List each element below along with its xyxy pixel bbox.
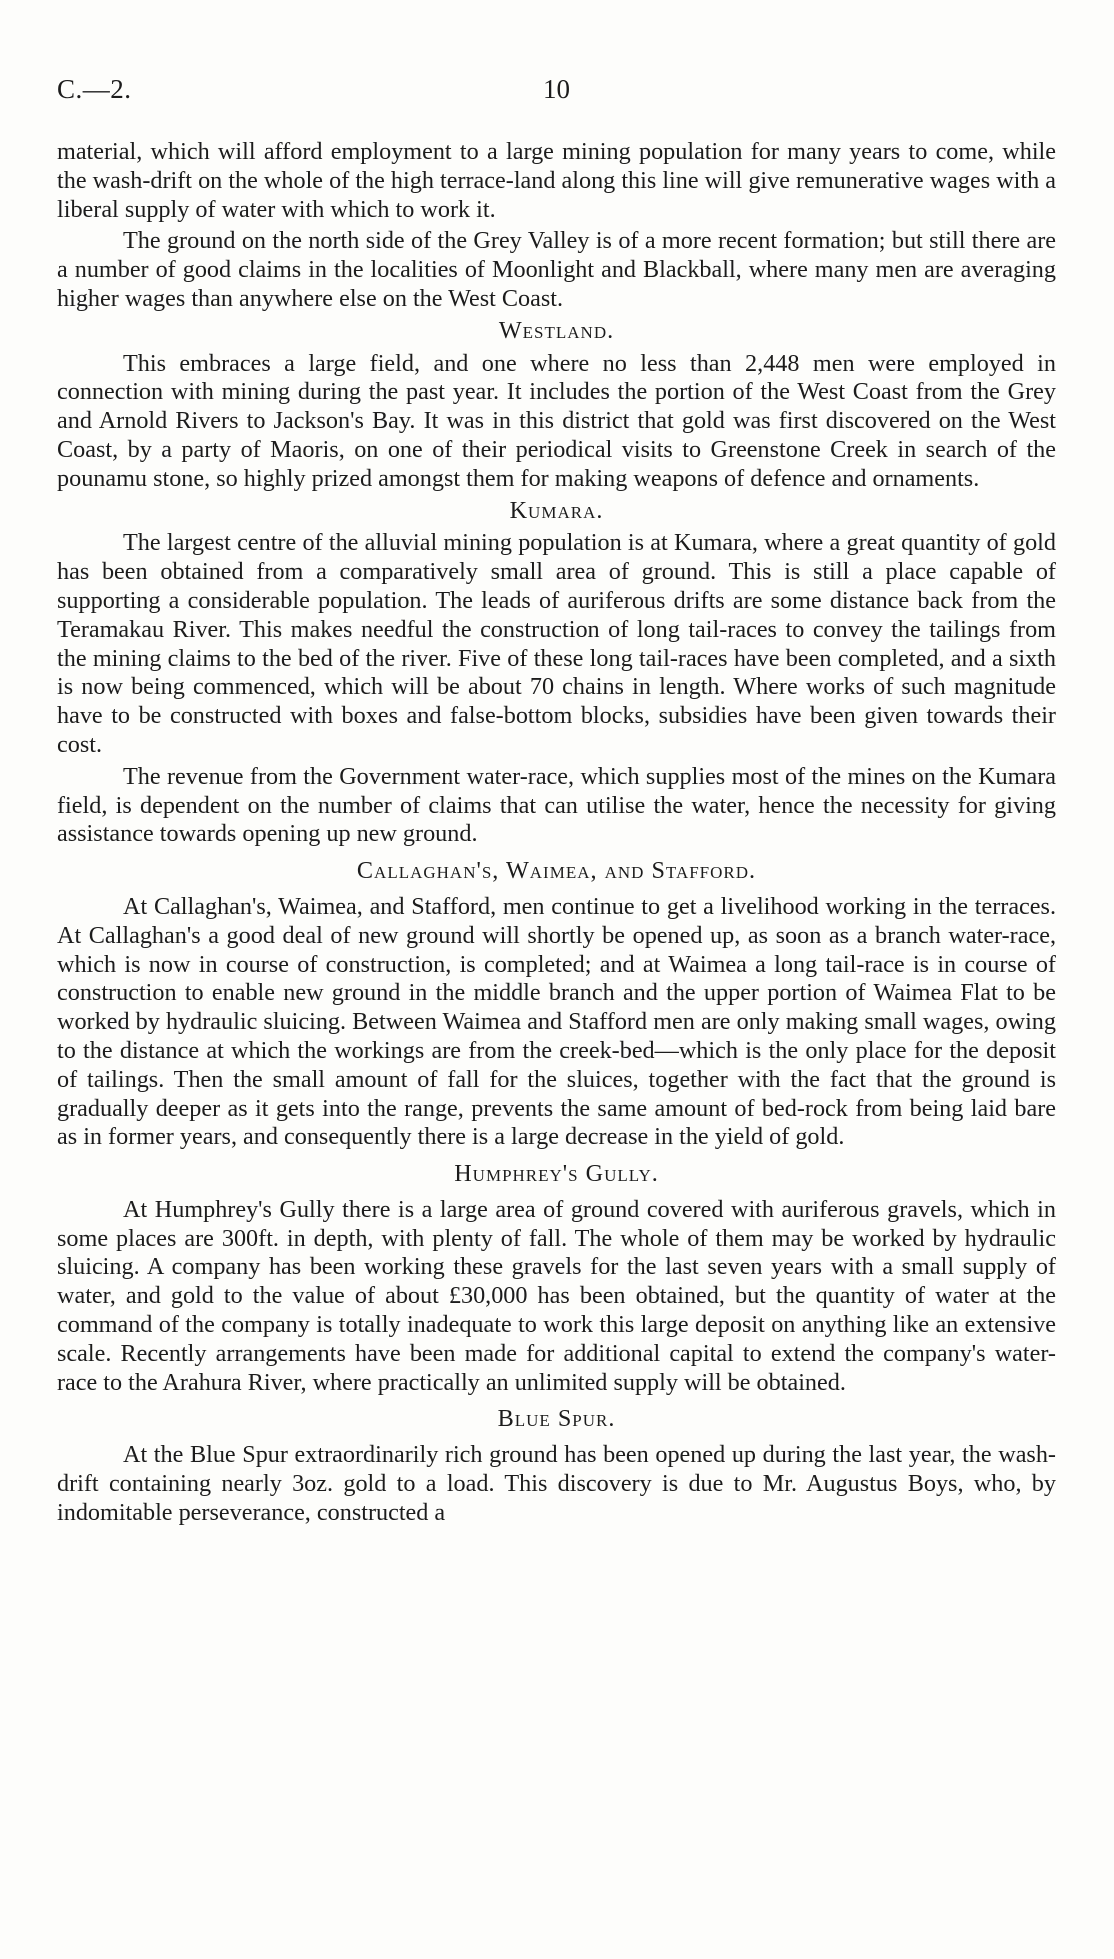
paragraph-kumara-revenue: The revenue from the Government water-race, which supplies most of the mines on the Kumara field, is dependent on the number of claims that can utilise the water, hence the necessity for giving assistance towards opening up new ground. xyxy=(57,762,1056,848)
heading-westland: Westland. xyxy=(498,316,615,344)
paragraph-humphreys-gully: At Humphrey's Gully there is a large area of ground covered with auriferous gravels, which in some places are 300ft. in depth, with plenty of fall. The whole of them may be worked by hydraulic sluicing. A company has been working these gravels for the last seven years with a small supply of water, and gold to the value of about £30,000 has been obtained, but the quantity of water at the command of the company is totally inadequate to work this large deposit on anything like an extensive scale. Recently arrangements have been made for additional capital to extend the company's water-race to the Arahura River, where practically an unlimited supply will be obtained. xyxy=(57,1195,1056,1396)
page-number: 10 xyxy=(543,74,570,104)
paragraph-kumara: The largest centre of the alluvial mining population is at Kumara, where a great quantity of gold has been obtained from a comparatively small area of ground. This is still a place capable of supporting a considerable population. The leads of auriferous drifts are some distance back from the Teramakau River. This makes needful the construction of long tail-races to convey the tailings from the mining claims to the bed of the river. Five of these long tail-races have been completed, and a sixth is now being commenced, which will be about 70 chains in length. Where works of such magnitude have to be constructed with boxes and false-bottom blocks, subsidies have been given towards their cost. xyxy=(57,529,1056,758)
running-head xyxy=(57,74,1056,114)
paragraph-blue-spur: At the Blue Spur extraordinarily rich ground has been opened up during the last year, the wash-drift containing nearly 3oz. gold to a load. This discovery is due to Mr. Augustus Boys, who, by indomitable perseverance, constructed a xyxy=(57,1441,1056,1526)
heading-blue-spur: Blue Spur. xyxy=(497,1405,616,1433)
paragraph-continuation: material, which will afford employment to a large mining population for many years to come, while the wash-drift on the whole of the high terrace-land along this line will give remunerative wages with a liberal supply of water with which to work it. xyxy=(57,138,1056,223)
document-reference: C.—2. xyxy=(57,74,132,104)
paragraph-westland: This embraces a large field, and one where no less than 2,448 men were employed in connection with mining during the past year. It includes the portion of the West Coast from the Grey and Arnold Rivers to Jackson's Bay. It was in this district that gold was first discovered on the West Coast, by a party of Maoris, on one of their periodical visits to Greenstone Creek in search of the pounamu stone, so highly prized amongst them for making weapons of defence and ornaments. xyxy=(57,349,1056,492)
paragraph-callaghans: At Callaghan's, Waimea, and Stafford, men continue to get a livelihood working in the terraces. At Callaghan's a good deal of new ground will shortly be opened up, as soon as a branch water-race, which is now in course of construction, is completed; and at Waimea a long tail-race is in course of construction to enable new ground in the middle branch and the upper portion of Waimea Flat to be worked by hydraulic sluicing. Between Waimea and Stafford men are only making small wages, owing to the distance at which the workings are from the creek-bed—which is the only place for the deposit of tailings. Then the small amount of fall for the sluices, together with the fact that the ground is gradually deeper as it gets into the range, prevents the same amount of bed-rock from being laid bare as in former years, and consequently there is a large decrease in the yield of gold. xyxy=(57,892,1056,1151)
heading-humphreys-gully: Humphrey's Gully. xyxy=(454,1160,659,1188)
heading-kumara: Kumara. xyxy=(509,496,604,524)
body-text xyxy=(57,138,1056,1528)
heading-callaghans: Callaghan's, Waimea, and Stafford. xyxy=(356,857,757,885)
paragraph-grey-valley-north: The ground on the north side of the Grey Valley is of a more recent formation; but still there are a number of good claims in the localities of Moonlight and Blackball, where many men are averaging higher wages than anywhere else on the West Coast. xyxy=(57,227,1056,312)
